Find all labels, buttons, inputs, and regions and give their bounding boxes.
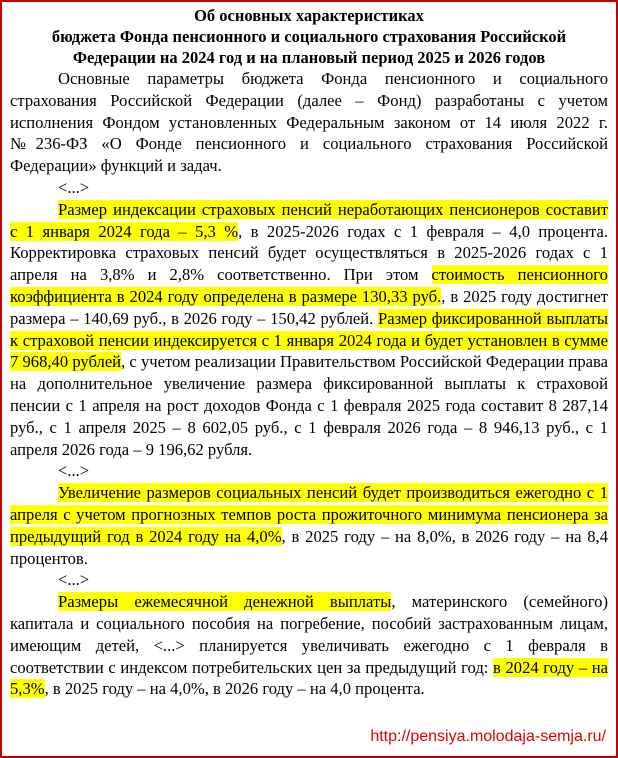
paragraph-3	[10, 482, 608, 569]
document-title	[10, 5, 608, 68]
highlight-pension-indexation: Размер индексации страховых пенсий неработающих пенсионеров составит с 1 января 2024 года – 5,3 %	[10, 199, 608, 241]
document	[10, 5, 608, 700]
title-line-1: Об основных характеристиках	[194, 6, 424, 25]
paragraph-2-text-1: , в 2025-2026 годах с 1 февраля – 4,0 процента. Корректировка страховых пенсий будет осуществляться в 2025-2026 годах с 1 апреля на 3,8% и 2,8% соответственно. При этом	[10, 221, 608, 285]
title-line-3: Федерации на 2024 год и на плановый период 2025 и 2026 годов	[72, 48, 546, 67]
paragraph-2-text-2: , в 2025 году достигнет размера – 140,69 руб., в 2026 году – 150,42 рублей.	[10, 286, 609, 328]
ellipsis-3: <...>	[58, 570, 90, 590]
highlight-monthly-payment: Размеры ежемесячной денежной выплаты	[58, 592, 392, 612]
highlight-pension-coefficient: стоимость пенсионного коэффициента в 2024 году определена в размере 130,33 руб.	[10, 265, 608, 306]
paragraph-2	[10, 199, 608, 461]
ellipsis-2: <...>	[58, 461, 90, 481]
paragraph-3-text-1: , в 2025 году – на 8,0%, в 2026 году – на 8,4 процентов.	[10, 526, 608, 568]
paragraph-2-text-3: , с учетом реализации Правительством Российской Федерации права на дополнительное увеличение размера фиксированной выплаты к страховой пенсии с 1 апреля на рост доходов Фонда с 1 февраля 2025 года составит 8 287,14 руб., с 1 апреля 2025 – 8 602,05 руб., с 1 февраля 2026 года – 8 946,13 руб., с 1 апреля 2026 года – 9 196,62 рубля.	[10, 352, 608, 459]
highlight-social-pensions: Увеличение размеров социальных пенсий будет производиться ежегодно с 1 апреля с учетом прогнозных темпов роста прожиточного минимума пенсионера за предыдущий год в 2024 году на 4,0%	[10, 483, 608, 546]
paragraph-4-text-2: , в 2025 году – на 4,0%, в 2026 году – на 4,0 процента.	[44, 679, 425, 699]
paragraph-1	[10, 68, 608, 177]
source-link[interactable]: http://pensiya.molodaja-semja.ru/	[370, 728, 606, 745]
title-line-2: бюджета Фонда пенсионного и социального страхования Российской	[51, 27, 567, 46]
paragraph-1-text: Основные параметры бюджета Фонда пенсионного и социального страхования Российской Федерации (далее – Фонд) разработаны с учетом исполнения Фондом установленных Федеральным законом от 14 июля 2022 г. №236-ФЗ «О Фонде пенсионного и социального страхования Российской Федерации» функций и задач.	[10, 69, 608, 176]
highlight-2024-increase: в 2024 году – на 5,3%	[10, 657, 608, 699]
highlight-fixed-payment: Размер фиксированной выплаты к страховой пенсии индексируется с 1 января 2024 года и будет установлен в сумме 7 968,40 рублей	[10, 308, 608, 372]
paragraph-4-text-1: , материнского (семейного) капитала и социального пособия на погребение, пособий застрахованным лицам, имеющим детей, <...> планируется увеличивать ежегодно с 1 февраля в соответствии с индексом потребительских цен за предыдущий год:	[10, 592, 608, 677]
paragraph-4	[10, 591, 608, 700]
ellipsis-1: <...>	[58, 177, 90, 197]
